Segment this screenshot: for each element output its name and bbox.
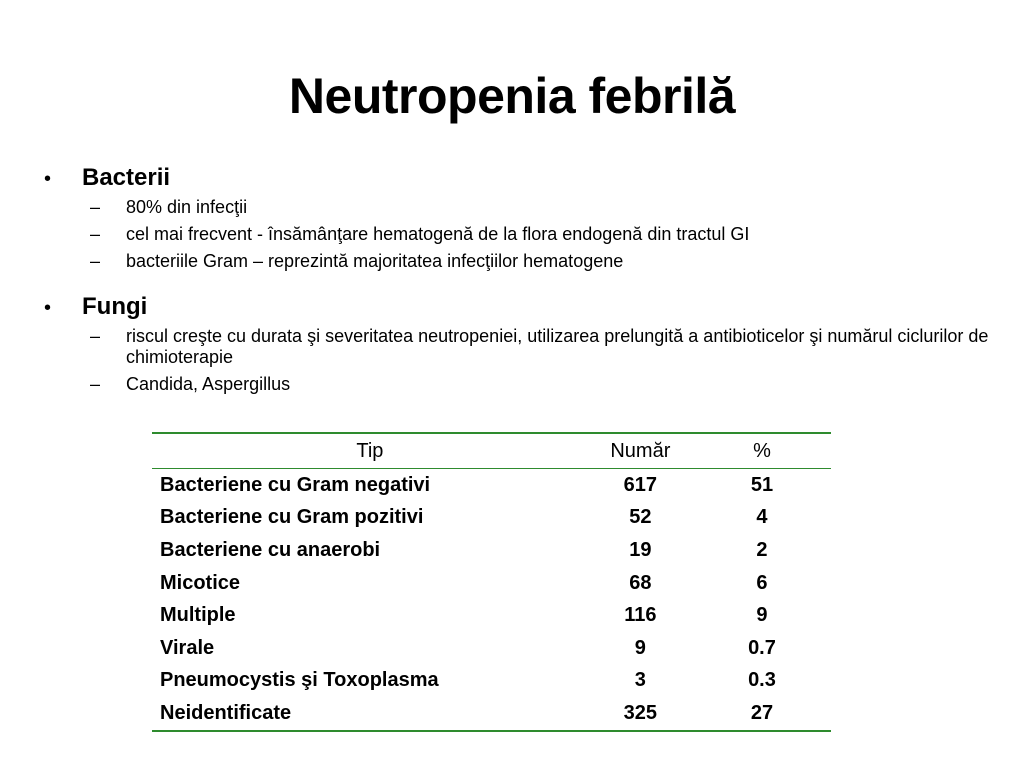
cell-percent: 2 <box>756 538 768 561</box>
section-heading: Fungi <box>82 293 148 320</box>
section-heading: Bacterii <box>82 164 171 191</box>
list-item-text: riscul creşte cu durata şi severitatea neutropeniei, utilizarea prelungită a antibioticelor şi numărul ciclurilor de chimioterapie <box>126 326 989 367</box>
table-row <box>152 469 831 502</box>
cell-tip: Virale <box>160 636 215 659</box>
slide-title: Neutropenia febrilă <box>288 68 736 124</box>
column-header-numar: Număr <box>588 433 693 469</box>
cell-percent: 0.7 <box>748 636 776 659</box>
cell-numar: 617 <box>623 473 658 496</box>
dash-icon: – <box>90 374 101 394</box>
bullet-icon: • <box>44 297 52 319</box>
cell-tip: Multiple <box>160 604 236 627</box>
list-item-text: bacteriile Gram – reprezintă majoritatea infecţiilor hematogene <box>126 251 624 271</box>
table-row <box>152 665 831 698</box>
list-item <box>0 224 1024 245</box>
table-row <box>152 632 831 665</box>
cell-numar: 52 <box>629 506 652 529</box>
dash-icon: – <box>90 197 101 217</box>
cell-percent: 27 <box>693 697 831 731</box>
list-item-text: cel mai frecvent - însămânţare hematogenă de la flora endogenă din tractul GI <box>126 224 750 244</box>
list-item-text: Candida, Aspergillus <box>126 374 291 394</box>
cell-numar: 19 <box>629 538 652 561</box>
list-item <box>0 326 1024 368</box>
cell-percent: 0.3 <box>748 669 776 692</box>
cell-numar: 3 <box>634 669 646 692</box>
cell-tip: Bacteriene cu anaerobi <box>160 538 381 561</box>
cell-percent: 4 <box>756 506 768 529</box>
cell-percent: 9 <box>756 604 768 627</box>
column-header-percent: % <box>693 433 831 469</box>
infection-type-table <box>152 432 831 732</box>
table-header-row <box>152 433 831 469</box>
cell-numar: 9 <box>634 636 646 659</box>
list-item <box>0 374 1024 395</box>
cell-percent: 6 <box>756 571 768 594</box>
dash-icon: – <box>90 326 101 346</box>
cell-tip: Neidentificate <box>152 697 588 731</box>
table-row <box>152 567 831 600</box>
cell-tip: Micotice <box>160 571 241 594</box>
cell-numar: 68 <box>629 571 652 594</box>
sub-list <box>0 197 1024 278</box>
dash-icon: – <box>90 224 101 244</box>
cell-numar: 325 <box>588 697 693 731</box>
table-row <box>152 599 831 632</box>
column-header-tip: Tip <box>152 433 588 469</box>
cell-tip: Bacteriene cu Gram pozitivi <box>160 506 424 529</box>
table-row <box>152 697 831 731</box>
table-row <box>152 502 831 535</box>
sub-list <box>0 326 1024 401</box>
bullet-icon: • <box>44 168 52 190</box>
list-item-text: 80% din infecţii <box>126 197 248 217</box>
cell-tip: Bacteriene cu Gram negativi <box>160 473 431 496</box>
cell-percent: 51 <box>750 473 774 496</box>
list-item <box>0 197 1024 218</box>
table-row <box>152 534 831 567</box>
list-item <box>0 251 1024 272</box>
cell-numar: 116 <box>624 604 657 627</box>
cell-tip: Pneumocystis şi Toxoplasma <box>160 669 439 692</box>
dash-icon: – <box>90 251 101 271</box>
